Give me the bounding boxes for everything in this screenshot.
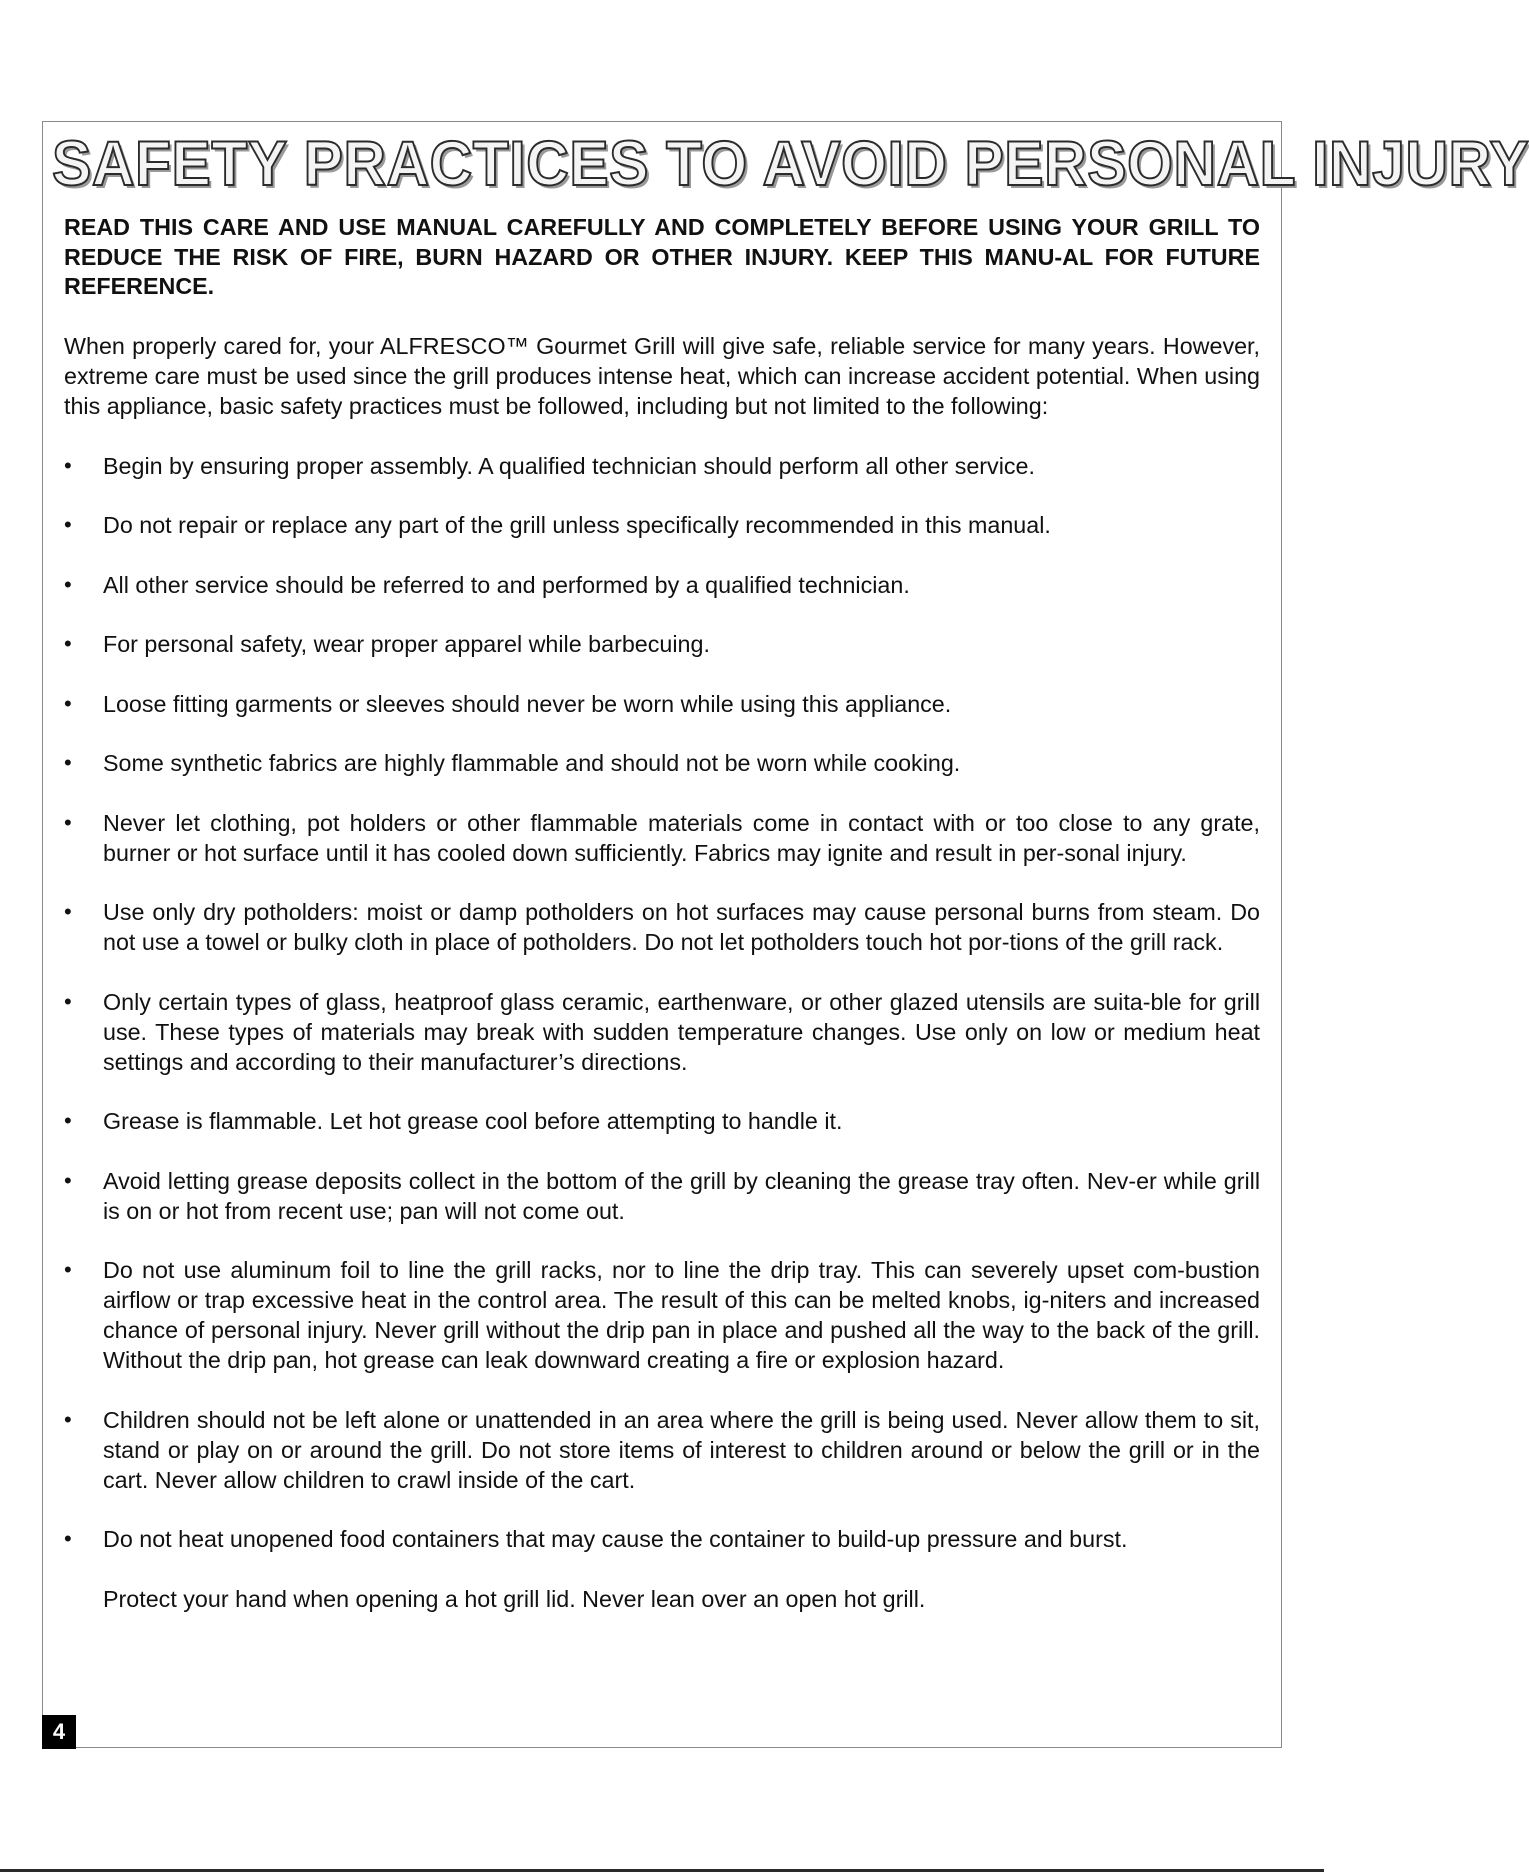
safety-item-text: Loose fitting garments or sleeves should never be worn while using this appliance. <box>103 690 952 717</box>
bullet-icon: • <box>64 1108 72 1133</box>
safety-item <box>64 748 1260 778</box>
safety-item <box>64 1405 1260 1495</box>
safety-item-text: Only certain types of glass, heatproof glass ceramic, earthenware, or other glazed utensils are suita-ble for grill use. These types of materials may break with sudden temperature changes. Use only on low or medium heat settings and according to their manufacturer’s directions. <box>103 988 1260 1075</box>
safety-item-text: Protect your hand when opening a hot grill lid. Never lean over an open hot grill. <box>103 1585 926 1612</box>
page-title: SAFETY PRACTICES TO AVOID PERSONAL INJURY <box>52 129 1529 199</box>
document-body <box>64 213 1260 1643</box>
bullet-icon: • <box>64 690 72 716</box>
safety-item-text: Begin by ensuring proper assembly. A qualified technician should perform all other service. <box>103 452 1035 479</box>
safety-item <box>64 808 1260 868</box>
bullet-icon: • <box>64 631 72 656</box>
safety-item <box>64 629 1260 659</box>
safety-item <box>64 1524 1260 1554</box>
safety-item <box>64 1584 1260 1614</box>
safety-item-text: All other service should be referred to and performed by a qualified technician. <box>103 571 910 598</box>
bullet-icon: • <box>64 452 72 478</box>
safety-item-text: Do not repair or replace any part of the grill unless specifically recommended in this manual. <box>103 512 1051 538</box>
safety-item <box>64 987 1260 1077</box>
safety-item-text: Never let clothing, pot holders or other flammable materials come in contact with or too close to any grate, burner or hot surface until it has cooled down sufficiently. Fabrics may ignite and result in per-sonal injury. <box>103 809 1260 866</box>
safety-item-text: Some synthetic fabrics are highly flammable and should not be worn while cooking. <box>103 750 961 776</box>
bullet-icon: • <box>64 1526 72 1551</box>
safety-item-text: Use only dry potholders: moist or damp potholders on hot surfaces may cause personal burns from steam. Do not use a towel or bulky cloth in place of potholders. Do not let potholders touch hot por-tions of the grill rack. <box>103 899 1260 955</box>
safety-item <box>64 1166 1260 1226</box>
bullet-icon: • <box>64 1257 72 1282</box>
safety-item <box>64 689 1260 719</box>
safety-item <box>64 1255 1260 1375</box>
bullet-icon: • <box>64 512 72 537</box>
bullet-icon: • <box>64 571 72 597</box>
safety-item <box>64 510 1260 540</box>
safety-item-text: Avoid letting grease deposits collect in the bottom of the grill by cleaning the grease tray often. Nev-er while grill is on or hot from recent use; pan will not come out. <box>103 1167 1260 1224</box>
bullet-icon: • <box>64 750 72 775</box>
page-number: 4 <box>42 1715 76 1749</box>
intro-paragraph: When properly cared for, your ALFRESCO™ Gourmet Grill will give safe, reliable service for many years. However, extreme care must be used since the grill produces intense heat, which can increase accident potential. When using this appliance, basic safety practices must be followed, including but not limited to the following: <box>64 332 1260 419</box>
bullet-icon: • <box>64 988 72 1014</box>
warning-intro: READ THIS CARE AND USE MANUAL CAREFULLY AND COMPLETELY BEFORE USING YOUR GRILL TO REDUCE THE RISK OF FIRE, BURN HAZARD OR OTHER INJURY. KEEP THIS MANU-AL FOR FUTURE REFERENCE. <box>64 214 1260 299</box>
safety-item <box>64 570 1260 600</box>
bullet-icon: • <box>64 899 72 924</box>
safety-list <box>64 451 1260 1614</box>
bullet-icon: • <box>64 809 72 835</box>
safety-item <box>64 451 1260 481</box>
safety-item-text: Grease is flammable. Let hot grease cool before attempting to handle it. <box>103 1108 843 1134</box>
bullet-icon: • <box>64 1406 72 1432</box>
safety-item-text: Do not heat unopened food containers that may cause the container to build-up pressure and burst. <box>103 1526 1128 1552</box>
safety-item-text: Children should not be left alone or unattended in an area where the grill is being used. Never allow them to sit, stand or play on or around the grill. Do not store items of interest to children around or below the grill or in the cart. Never allow children to crawl inside of the cart. <box>103 1406 1260 1493</box>
safety-item <box>64 1106 1260 1136</box>
safety-item-text: For personal safety, wear proper apparel while barbecuing. <box>103 631 710 657</box>
safety-item <box>64 897 1260 957</box>
bullet-icon: • <box>64 1167 72 1193</box>
safety-item-text: Do not use aluminum foil to line the grill racks, nor to line the drip tray. This can severely upset com-bustion airflow or trap excessive heat in the control area. The result of this can be melted knobs, ig-niters and increased chance of personal injury. Never grill without the drip pan in place and pushed all the way to the back of the grill. Without the drip pan, hot grease can leak downward creating a fire or explosion hazard. <box>103 1257 1260 1373</box>
